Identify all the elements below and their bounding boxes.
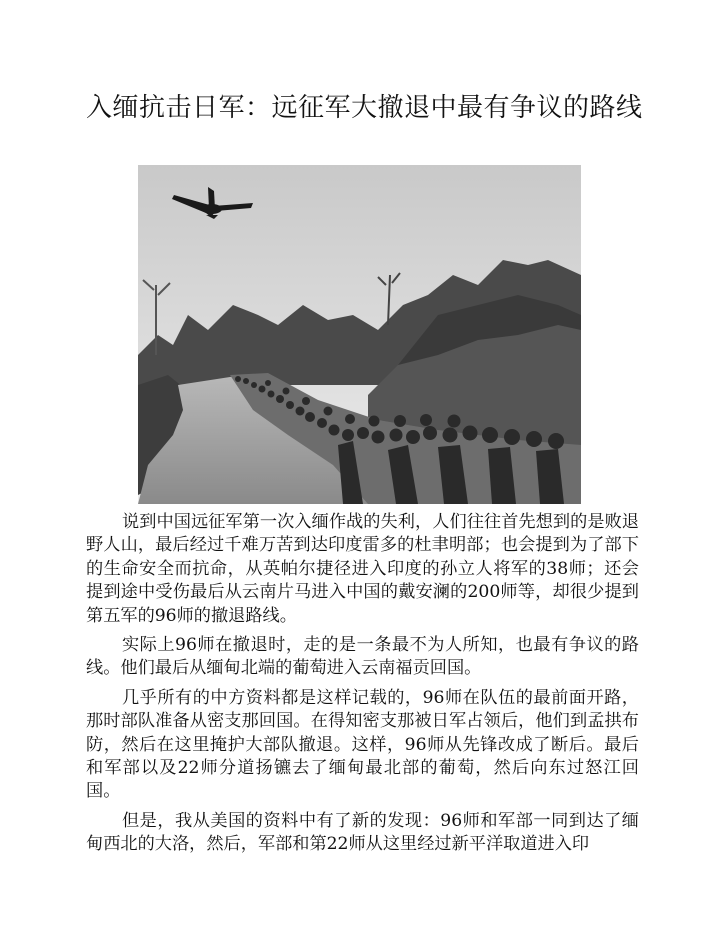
article-title: 入缅抗击日军：远征军大撤退中最有争议的路线 — [86, 93, 643, 123]
paragraph-3: 几乎所有的中方资料都是这样记载的，96师在队伍的最前面开路，那时部队准备从密支那回国。在得知密支那被日军占领后，他们到孟拱布防，然后在这里掩护大部队撤退。这样，96师从先锋改成了断后。最后和军部以及22师分道扬镳去了缅甸最北部的葡萄，然后向东过怒江回国。 — [86, 687, 639, 802]
article-body — [86, 511, 639, 863]
article-photo — [138, 165, 581, 504]
paragraph-4: 但是，我从美国的资料中有了新的发现：96师和军部一同到达了缅甸西北的大洛，然后，军部和第22师从这里经过新平洋取道进入印 — [86, 810, 639, 855]
paragraph-1: 说到中国远征军第一次入缅作战的失利，人们往往首先想到的是败退野人山，最后经过千难万苦到达印度雷多的杜聿明部；也会提到为了部下的生命安全而抗命，从英帕尔捷径进入印度的孙立人将军的38师；还会提到途中受伤最后从云南片马进入中国的戴安澜的200师等，却很少提到第五军的96师的撤退路线。 — [86, 512, 639, 626]
photo-illustration — [138, 165, 581, 504]
paragraph-2: 实际上96师在撤退时，走的是一条最不为人所知，也最有争议的路线。他们最后从缅甸北端的葡萄进入云南福贡回国。 — [86, 635, 639, 679]
